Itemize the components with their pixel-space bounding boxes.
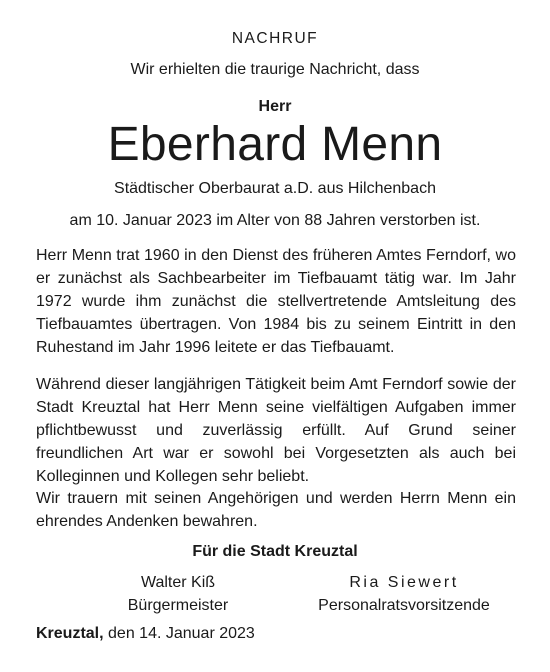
paragraph-mourning: Wir trauern mit seinen Angehörigen und werden Herrn Menn ein ehrendes Andenken bewahren. bbox=[36, 490, 516, 530]
date: den 14. Januar 2023 bbox=[108, 625, 255, 642]
death-date-line: am 10. Januar 2023 im Alter von 88 Jahren verstorben ist. bbox=[69, 212, 481, 229]
signatory-role: Personalratsvorsitzende bbox=[318, 597, 490, 614]
place-date-line bbox=[36, 625, 255, 643]
signatory-name: Walter Kiß bbox=[140, 574, 216, 591]
honorific: Herr bbox=[258, 98, 292, 115]
notice-heading: NACHRUF bbox=[231, 30, 319, 47]
signatory-role: Bürgermeister bbox=[127, 597, 229, 614]
signatory-name: Ria Siewert bbox=[349, 574, 459, 591]
paragraph-tribute: Während dieser langjährigen Tätigkeit beim Amt Ferndorf sowie der Stadt Kreuztal hat Herr Menn seine vielfältigen Aufgaben immer pflichtbewusst und zuverlässig erfüllt. Auf Grund seiner freundlichen Art war er sowohl bei Vorgesetzten als auch bei Kolleginnen und Kollegen sehr beliebt. bbox=[36, 376, 516, 485]
deceased-title: Städtischer Oberbaurat a.D. aus Hilchenbach bbox=[114, 180, 436, 197]
paragraph-career: Herr Menn trat 1960 in den Dienst des früheren Amtes Ferndorf, wo er zunächst als Sachbearbeiter im Tiefbauamt tätig war. Im Jahr 1972 wurde ihm zunächst die stellvertretende Amtsleitung des Tiefbauamtes übertragen. Von 1984 bis zu seinem Eintritt in den Ruhestand im Jahr 1996 leitete er das Tiefbauamt. bbox=[36, 247, 516, 356]
intro-text: Wir erhielten die traurige Nachricht, dass bbox=[130, 61, 420, 78]
deceased-name: Eberhard Menn bbox=[107, 118, 443, 171]
signature-block-mayor bbox=[92, 571, 264, 617]
signature-block-council bbox=[284, 571, 524, 617]
place: Kreuztal, bbox=[36, 625, 104, 642]
signatory-organization: Für die Stadt Kreuztal bbox=[192, 543, 358, 560]
